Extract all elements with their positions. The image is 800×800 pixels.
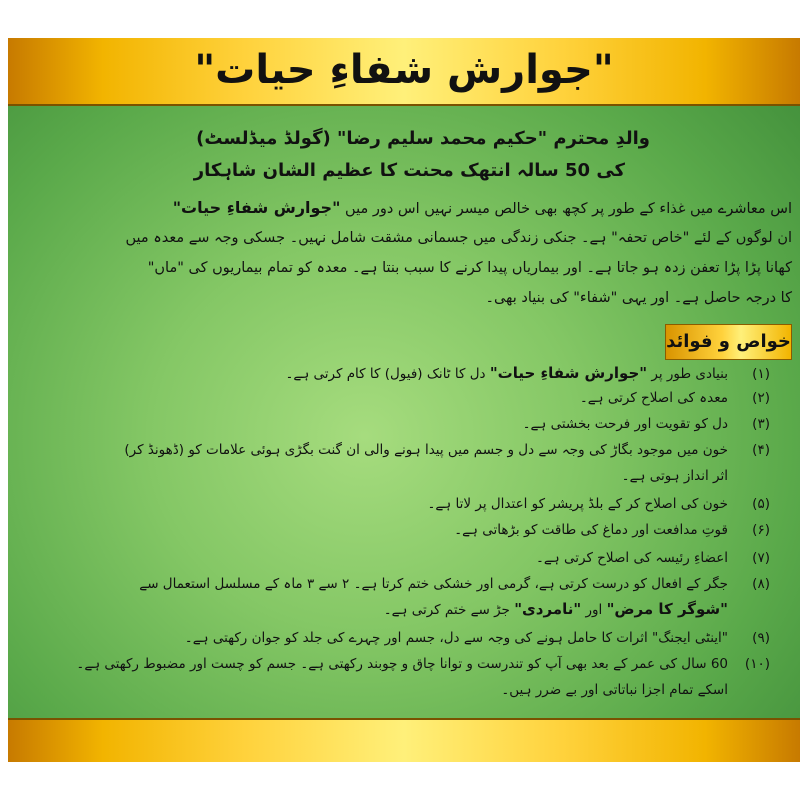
list-item	[124, 442, 770, 458]
list-item	[580, 390, 770, 406]
highlight-text: "نامردی"	[514, 600, 582, 618]
intro-text: اس معاشرے میں غذاء کے طور پر کچھ بھی خالص میسر نہیں اس دور میں	[345, 201, 792, 217]
item-text: قوتِ مدافعت اور دماغ کی طاقت کو بڑھاتی ہے۔	[454, 522, 728, 538]
list-item	[139, 576, 770, 592]
item-number: (۱۰)	[744, 656, 770, 672]
intro-line-1	[173, 198, 792, 217]
author-line: والدِ محترم "حکیم محمد سلیم رضا" (گولڈ میڈلسٹ)	[196, 128, 650, 149]
item-number: (۴)	[752, 442, 770, 458]
item-text: جڑ سے ختم کرتی ہے۔	[383, 602, 510, 618]
item-text: خون کی اصلاح کر کے بلڈ پریشر کو اعتدال پر لاتا ہے۔	[427, 496, 728, 512]
intro-line-4: کا درجہ حاصل ہے۔ اور یہی "شفاء" کی بنیاد بھی۔	[485, 290, 792, 306]
item-number: (۱)	[752, 366, 770, 382]
item-text: 60 سال کی عمر کے بعد بھی آپ کو تندرست و توانا چاق و چوبند رکھتی ہے۔ جسم کو چست اور مضبوط رکھتی ہے۔	[76, 656, 728, 672]
intro-product-name: "جوارش شفاءِ حیات"	[172, 198, 341, 217]
list-item-continuation: اثر انداز ہوتی ہے۔	[621, 468, 728, 484]
product-title: "جوارش شفاءِ حیات"	[194, 47, 614, 93]
intro-line-3: کھانا پڑا پڑا تعفن زدہ ہو جاتا ہے۔ اور بیماریاں پیدا کرنے کا سبب بنتا ہے۔ معدہ کو تمام بیماریوں کی "ماں"	[147, 260, 792, 276]
product-info-panel	[8, 38, 800, 762]
item-number: (۹)	[752, 630, 770, 646]
item-text: اور	[585, 602, 603, 618]
item-number: (۸)	[752, 576, 770, 592]
item-text: "اینٹی ایجنگ" اثرات کا حامل ہونے کی وجہ سے دل، جسم اور چہرے کی جلد کو جوان رکھتی ہے۔	[184, 630, 728, 646]
item-text: جگر کے افعال کو درست کرتی ہے، گرمی اور خشکی ختم کرتا ہے۔ ۲ سے ۳ ماہ کے مسلسل استعمال سے	[139, 576, 728, 592]
list-item	[454, 522, 770, 538]
item-number: (۷)	[752, 550, 770, 566]
item-product-name: "جوارش شفاءِ حیات"	[489, 364, 648, 382]
item-text: اعضاءِ رئیسہ کی اصلاح کرتی ہے۔	[535, 550, 728, 566]
item-number: (۳)	[752, 416, 770, 432]
item-text: دل کو تقویت اور فرحت بخشتی ہے۔	[522, 416, 728, 432]
list-item	[286, 364, 771, 382]
item-text: دل کا ٹانک (فیول) کا کام کرتی ہے۔	[285, 366, 486, 382]
list-item	[76, 656, 770, 672]
benefits-heading-label: خواص و فوائد	[666, 331, 791, 352]
tagline: کی 50 سالہ انتھک محنت کا عظیم الشان شاہکار	[193, 160, 625, 181]
list-item	[185, 630, 770, 646]
list-item-continuation: اسکے تمام اجزا نباتاتی اور بے ضرر ہیں۔	[501, 682, 728, 698]
list-item	[427, 496, 770, 512]
item-text: بنیادی طور پر	[651, 366, 728, 382]
list-item	[536, 550, 770, 566]
list-item	[523, 416, 770, 432]
footer-banner	[8, 718, 800, 762]
item-text: خون میں موجود بگاڑ کی وجہ سے دل و جسم میں پیدا ہونے والی ان گنت بگڑی ہوئی علامات کو (ڈھونڈ کر)	[124, 442, 728, 458]
intro-line-2: ان لوگوں کے لئے "خاص تحفہ" ہے۔ جنکی زندگی میں جسمانی مشقت شامل نہیں۔ جسکی وجہ سے معدہ میں	[125, 230, 792, 246]
benefits-heading	[665, 324, 792, 360]
item-number: (۵)	[752, 496, 770, 512]
title-banner	[8, 38, 800, 106]
list-item-continuation	[384, 600, 728, 618]
highlight-text: "شوگر کا مرض"	[606, 600, 728, 618]
item-number: (۲)	[752, 390, 770, 406]
item-text: معدہ کی اصلاح کرتی ہے۔	[579, 390, 728, 406]
item-number: (۶)	[752, 522, 770, 538]
